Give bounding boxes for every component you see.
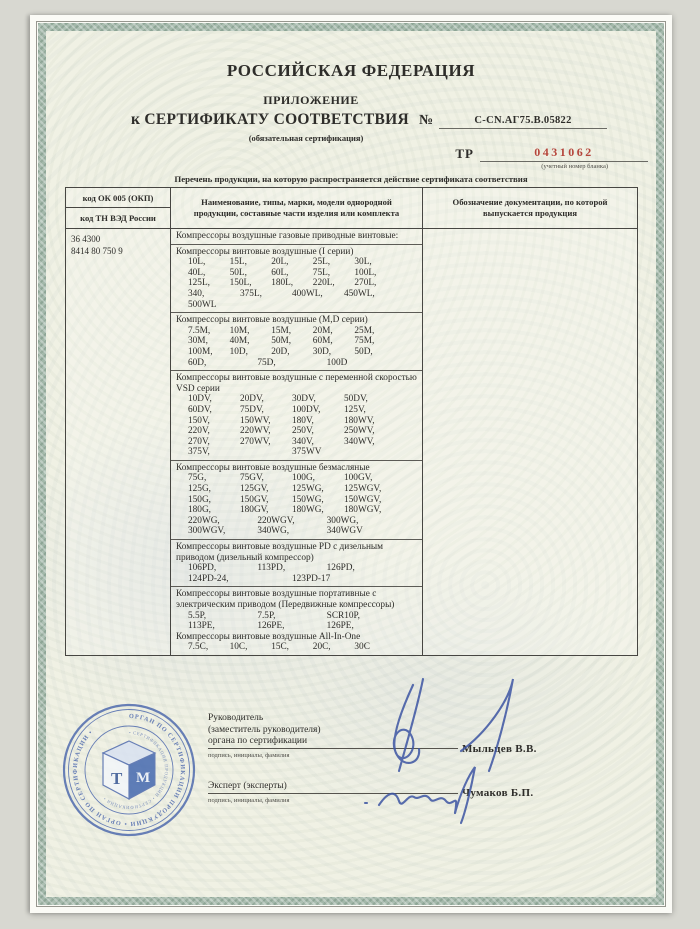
section-heading: Компрессоры винтовые воздушные (I серии) [176, 246, 354, 257]
stamp-cube-letter-right: М [136, 770, 151, 786]
model-designation: 125WG, [292, 484, 324, 495]
certificate-body [46, 31, 656, 897]
model-designation: 270L, [354, 278, 377, 289]
head-role-line3: органа по сертификации [208, 736, 458, 749]
section-heading: Компрессоры винтовые воздушные (M,D серии) [176, 315, 368, 326]
model-designation: 40L, [188, 267, 206, 278]
expert-signature-block [208, 781, 458, 806]
model-row [176, 278, 418, 289]
model-designation: 7.5M, [188, 325, 211, 336]
product-sections [171, 229, 423, 655]
model-designation: 75M, [354, 336, 375, 347]
model-designation: 20DV, [240, 394, 264, 405]
model-designation: 30DV, [292, 394, 316, 405]
table-header-row [66, 188, 637, 229]
head-name: Мыльцев В.В. [462, 743, 537, 755]
code-tnved: 8414 80 750 9 [71, 246, 123, 256]
model-designation: 126PE, [257, 621, 285, 632]
model-designation: 113PD, [257, 563, 286, 574]
model-designation: 75GV, [240, 473, 264, 484]
model-designation: 340WG, [257, 526, 290, 537]
code-okp: 36 4300 [71, 234, 101, 244]
model-designation: 15C, [271, 642, 290, 653]
head-role-line2: (заместитель руководителя) [208, 724, 321, 735]
model-designation: 340WGV [326, 526, 363, 537]
product-section [171, 461, 422, 540]
model-designation: 25L, [312, 257, 331, 268]
section-heading: Компрессоры винтовые воздушные портативные с электрическим приводом (Передвижные компрессоры) [176, 589, 395, 610]
model-row [176, 526, 418, 537]
model-designation: 75L, [312, 267, 331, 278]
model-row [176, 447, 418, 458]
model-designation: 10L, [188, 257, 206, 268]
model-designation: 340V, [292, 436, 314, 447]
head-role-line1: Руководитель [208, 713, 264, 723]
model-designation: 220WGV, [257, 515, 295, 526]
table-body [66, 229, 637, 655]
model-designation: 375WV [292, 447, 322, 458]
model-designation: 125G, [188, 484, 211, 495]
header-okp-code: код ОК 005 (ОКП) [66, 188, 170, 208]
model-designation: 20L, [271, 257, 289, 268]
model-designation: 124PD-24, [188, 573, 229, 584]
model-row [176, 268, 418, 279]
model-designation: 75G, [188, 473, 207, 484]
model-designation: 60M, [312, 336, 333, 347]
section-heading: Компрессоры винтовые воздушные All-In-One [176, 631, 361, 642]
model-designation: 250V, [292, 426, 314, 437]
model-row [176, 473, 418, 484]
model-designation: 100M, [188, 346, 213, 357]
model-row [176, 563, 418, 574]
product-section [171, 587, 422, 655]
model-designation: 7.5P, [257, 610, 276, 621]
model-designation: 7.5C, [188, 642, 209, 653]
model-designation: 15L, [229, 257, 247, 268]
model-designation: 20M, [312, 325, 333, 336]
model-designation: 100GV, [344, 473, 373, 484]
documentation-cell [423, 229, 637, 655]
model-designation: 30M, [188, 336, 208, 347]
product-section [171, 245, 422, 314]
model-designation: 10DV, [188, 394, 212, 405]
model-designation: 220WG, [188, 515, 220, 526]
header-tnved-code: код ТН ВЭД России [80, 213, 156, 223]
certificate-number-row [46, 111, 656, 129]
product-list-caption: Перечень продукции, на которую распространяется действие сертификата соответствия [174, 174, 528, 184]
number-sign: № [418, 113, 434, 128]
model-designation: 300WGV, [188, 526, 226, 537]
model-designation: 50L, [229, 267, 247, 278]
appendix-title: ПРИЛОЖЕНИЕ [263, 93, 359, 107]
model-row [176, 257, 418, 268]
model-designation: 25M, [354, 325, 375, 336]
model-designation: 60L, [271, 267, 289, 278]
model-designation: 375V, [188, 447, 210, 458]
model-row [176, 642, 418, 653]
head-signature-block [208, 713, 458, 761]
model-designation: 30D, [312, 346, 332, 357]
product-section [171, 371, 422, 461]
signature-area [46, 691, 656, 876]
model-designation: 180L, [271, 278, 294, 289]
model-designation: 30C [354, 642, 370, 653]
blank-number-caption: (учетный номер бланка) [541, 163, 608, 170]
model-designation: 150G, [188, 494, 211, 505]
model-designation: 60DV, [188, 404, 212, 415]
stamp-inner-ring-text: • СЕРТИФИКАЦИЯ ПРОДУКЦИИ • СЕРТИФИКАЦИЯ • [102, 729, 169, 811]
model-designation: 100L, [354, 267, 377, 278]
model-designation: 40M, [229, 336, 250, 347]
certificate-title: к СЕРТИФИКАТУ СООТВЕТСТВИЯ [130, 111, 409, 128]
model-row [176, 495, 418, 506]
model-designation: 250WV, [344, 426, 375, 437]
model-row [176, 326, 418, 337]
model-designation: 220WV, [240, 426, 271, 437]
model-row [176, 574, 418, 585]
model-designation: 100DV, [292, 404, 321, 415]
model-designation: 125GV, [240, 484, 269, 495]
model-designation: 126PE, [326, 621, 354, 632]
model-designation: 125L, [188, 278, 210, 289]
stamp-cube-logo [103, 741, 155, 799]
tr-number-row [46, 145, 656, 162]
model-designation: 100D [326, 357, 348, 368]
certificate-sheet [30, 15, 672, 913]
model-designation: 340, [188, 288, 205, 299]
stamp-cube-letter-left: Т [111, 769, 123, 788]
model-designation: 75D, [257, 357, 276, 368]
model-designation: 150WGV, [344, 494, 382, 505]
expert-signature-caption: подпись, инициалы, фамилия [208, 796, 290, 804]
model-designation: 30L, [354, 257, 372, 268]
model-row [176, 394, 418, 405]
model-designation: 126PD, [326, 563, 355, 574]
model-row [176, 621, 418, 632]
header-product-name: Наименование, типы, марки, модели однородной продукции, составные части изделия или комплекта [171, 188, 423, 228]
model-designation: 500WL [188, 299, 217, 310]
model-designation: 220V, [188, 426, 210, 437]
model-designation: 150V, [188, 415, 210, 426]
codes-cell [66, 229, 171, 655]
blank-serial-number: 0431062 [480, 145, 648, 162]
model-designation: 100G, [292, 473, 315, 484]
model-row [176, 611, 418, 622]
model-designation: 450WL, [344, 288, 375, 299]
model-designation: 10D, [229, 346, 248, 357]
model-designation: 75DV, [240, 404, 264, 415]
model-designation: 375L, [240, 288, 262, 299]
model-designation: 50DV, [344, 394, 368, 405]
head-signature-caption: подпись, инициалы, фамилия [208, 751, 290, 759]
model-designation: 15M, [271, 325, 292, 336]
model-row [176, 358, 418, 369]
model-designation: 20C, [312, 642, 331, 653]
product-section [171, 313, 422, 371]
certification-stamp [60, 701, 198, 839]
model-designation: 150WG, [292, 494, 324, 505]
model-designation: 180WV, [344, 415, 375, 426]
model-designation: 123PD-17 [292, 573, 331, 584]
model-designation: 150GV, [240, 494, 269, 505]
model-designation: 125V, [344, 404, 366, 415]
certificate-number: C-CN.АГ75.В.05822 [439, 115, 607, 129]
certification-type: (обязательная сертификация) [248, 133, 364, 143]
model-designation: 113PE, [188, 621, 215, 632]
model-designation: 150WV, [240, 415, 271, 426]
product-section [171, 229, 422, 245]
model-designation: 10C, [229, 642, 248, 653]
model-designation: 270WV, [240, 436, 271, 447]
header-documentation: Обозначение документации, по которой выпускается продукция [452, 197, 608, 218]
model-designation: 180GV, [240, 505, 269, 516]
model-designation: 20D, [271, 346, 290, 357]
stamp-outer-ring-text: ОРГАН ПО СЕРТИФИКАЦИИ ПРОДУКЦИИ • ОРГАН ПО СЕРТИФИКАЦИИ • [71, 712, 187, 828]
model-designation: 125WGV, [344, 484, 382, 495]
model-row [176, 437, 418, 448]
section-heading: Компрессоры воздушные газовые приводные винтовые: [176, 231, 399, 241]
model-designation: 400WL, [292, 288, 323, 299]
model-row [176, 505, 418, 516]
model-designation: 150L, [229, 278, 252, 289]
model-designation: 300WG, [326, 515, 359, 526]
country-title: РОССИЙСКАЯ ФЕДЕРАЦИЯ [226, 61, 476, 80]
model-designation: 10M, [229, 325, 250, 336]
model-designation: 60D, [188, 357, 207, 368]
model-row [176, 347, 418, 358]
model-row [176, 516, 418, 527]
model-row [176, 289, 418, 300]
header-codes-column [66, 188, 171, 228]
model-row [176, 405, 418, 416]
model-designation: 106PD, [188, 563, 217, 574]
model-row [176, 416, 418, 427]
model-designation: 340WV, [344, 436, 375, 447]
section-heading: Компрессоры винтовые воздушные безмасляные [176, 462, 370, 473]
model-row [176, 336, 418, 347]
product-table [65, 187, 638, 656]
model-designation: 180V, [292, 415, 314, 426]
section-heading: Компрессоры винтовые воздушные с переменной скоростью VSD серии [176, 373, 417, 394]
product-section [171, 540, 422, 587]
expert-role-line: Эксперт (эксперты) [208, 781, 458, 794]
model-designation: 270V, [188, 436, 210, 447]
model-designation: 180WG, [292, 505, 324, 516]
model-designation: 180G, [188, 505, 211, 516]
model-row [176, 426, 418, 437]
model-designation: 220L, [312, 278, 335, 289]
model-designation: 180WGV, [344, 505, 382, 516]
section-heading: Компрессоры винтовые воздушные PD с дизельным приводом (дизельный компрессор) [176, 542, 384, 563]
model-row [176, 484, 418, 495]
expert-name: Чумаков Б.П. [462, 787, 534, 799]
model-designation: 5.5P, [188, 610, 207, 621]
model-designation: SCR10P, [326, 610, 360, 621]
model-designation: 50M, [271, 336, 292, 347]
model-designation: 50D, [354, 346, 373, 357]
tr-label: ТР [455, 146, 474, 161]
model-row [176, 300, 418, 311]
